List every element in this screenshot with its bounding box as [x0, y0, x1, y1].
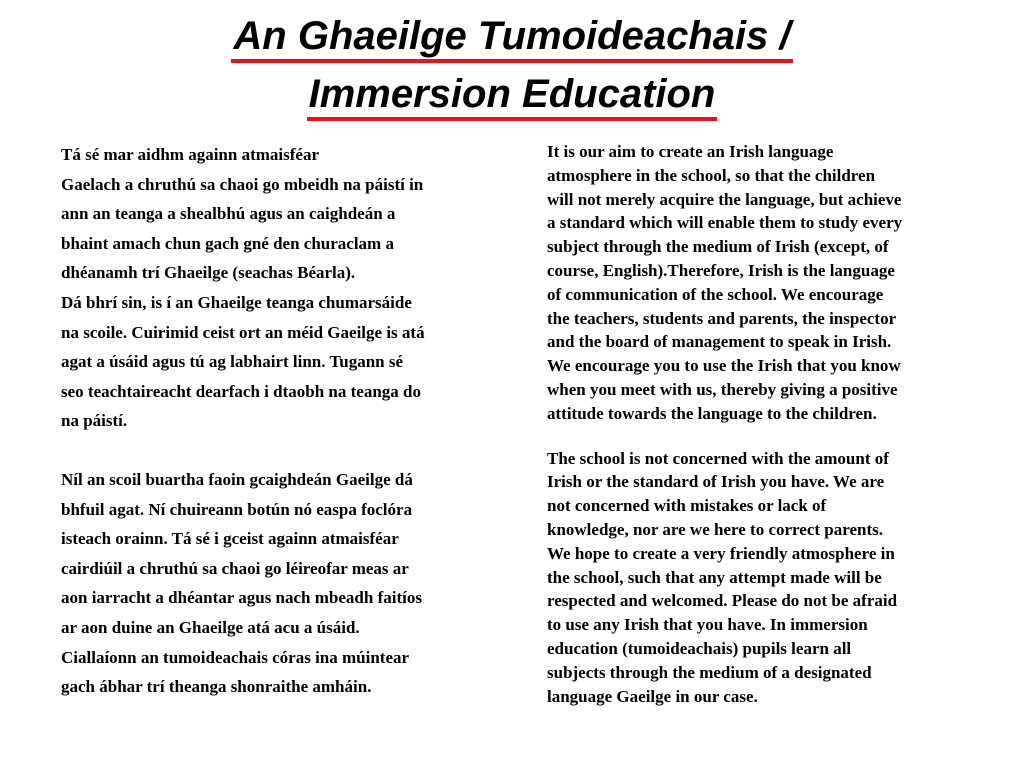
text-line: cairdiúil a chruthú sa chaoi go léireofar meas ar: [61, 558, 409, 578]
irish-paragraph-1: [61, 140, 501, 436]
text-line: when you meet with us, thereby giving a positive: [547, 379, 898, 399]
text-line: gach ábhar trí theanga shonraithe amháin.: [61, 677, 372, 697]
irish-paragraph-2: [61, 465, 501, 702]
text-line: and the board of management to speak in Irish.: [547, 332, 892, 352]
text-line: attitude towards the language to the children.: [547, 403, 877, 423]
text-line: language Gaeilge in our case.: [547, 686, 758, 706]
text-line: Níl an scoil buartha faoin gcaighdeán Gaeilge dá: [61, 469, 413, 489]
text-line: bhfuil agat. Ní chuireann botún nó easpa foclóra: [61, 499, 413, 519]
text-line: of communication of the school. We encourage: [547, 284, 884, 304]
text-line: ar aon duine an Ghaeilge atá acu a úsáid.: [61, 617, 360, 637]
text-line: course, English).Therefore, Irish is the language: [547, 260, 895, 280]
text-line: Irish or the standard of Irish you have. We are: [547, 472, 885, 492]
text-line: respected and welcomed. Please do not be afraid: [547, 591, 898, 611]
text-line: the teachers, students and parents, the inspector: [547, 308, 897, 328]
text-line: It is our aim to create an Irish language: [547, 142, 834, 161]
text-line: The school is not concerned with the amount of: [547, 448, 889, 468]
slide-title: [0, 10, 1024, 126]
text-line: na páistí.: [61, 411, 128, 431]
english-paragraph-2: [547, 447, 972, 709]
irish-text-column: [61, 140, 501, 702]
text-line: Gaelach a chruthú sa chaoi go mbeidh na páistí in: [61, 174, 424, 194]
text-line: ann an teanga a shealbhú agus an caighdeán a: [61, 204, 396, 224]
text-line: We hope to create a very friendly atmosphere in: [547, 543, 895, 563]
text-line: subject through the medium of Irish (except, of: [547, 237, 889, 257]
text-line: aon iarracht a dhéantar agus nach mbeadh faitíos: [61, 588, 422, 608]
english-paragraph-1: [547, 140, 972, 426]
text-line: Dá bhrí sin, is í an Ghaeilge teanga chumarsáide: [61, 292, 412, 312]
text-line: bhaint amach chun gach gné den churaclam a: [61, 233, 394, 253]
paragraph-spacer: [547, 426, 972, 447]
text-line: knowledge, nor are we here to correct parents.: [547, 519, 883, 539]
text-line: We encourage you to use the Irish that you know: [547, 356, 901, 376]
title-line-1: An Ghaeilge Tumoideachais /: [231, 13, 792, 63]
text-line: will not merely acquire the language, but achieve: [547, 189, 902, 209]
text-line: seo teachtaireacht dearfach i dtaobh na teanga do: [61, 381, 421, 401]
text-line: agat a úsáid agus tú ag labhairt linn. Tugann sé: [61, 352, 404, 372]
english-text-column: [547, 140, 972, 708]
text-line: atmosphere in the school, so that the children: [547, 165, 876, 185]
paragraph-spacer: [61, 436, 501, 465]
text-line: not concerned with mistakes or lack of: [547, 496, 827, 516]
title-line-2: Immersion Education: [307, 71, 718, 121]
text-line: the school, such that any attempt made will be: [547, 567, 882, 587]
text-line: to use any Irish that you have. In immersion: [547, 615, 868, 635]
text-line: Tá sé mar aidhm againn atmaisféar: [61, 145, 319, 164]
text-line: Ciallaíonn an tumoideachais córas ina múintear: [61, 647, 410, 667]
text-line: dhéanamh trí Ghaeilge (seachas Béarla).: [61, 263, 356, 283]
text-line: subjects through the medium of a designated: [547, 662, 872, 682]
text-line: na scoile. Cuirimid ceist ort an méid Gaeilge is atá: [61, 322, 425, 342]
text-line: a standard which will enable them to study every: [547, 213, 903, 233]
text-line: isteach orainn. Tá sé i gceist againn atmaisféar: [61, 529, 399, 549]
text-line: education (tumoideachais) pupils learn all: [547, 638, 852, 658]
